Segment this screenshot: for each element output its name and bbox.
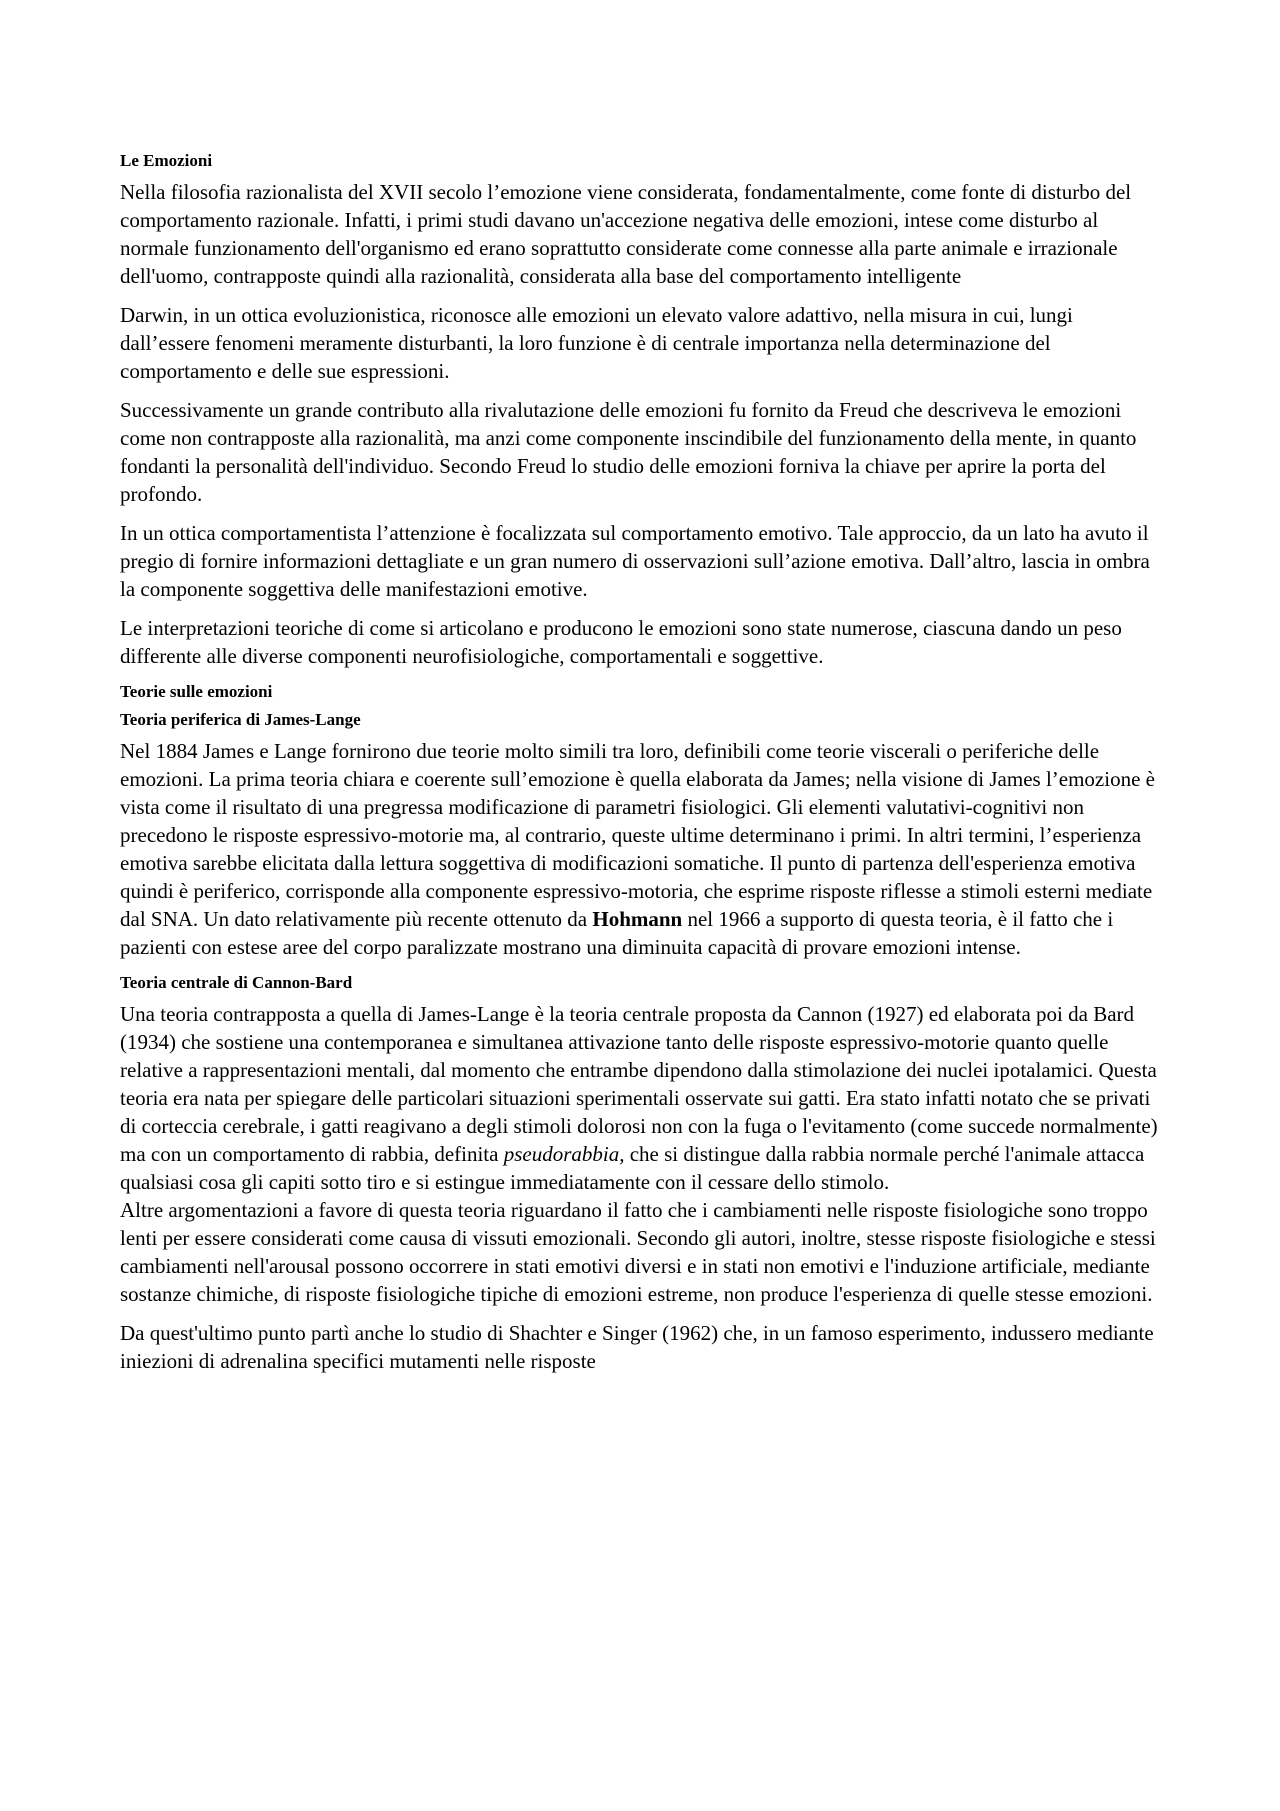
paragraph-cannon-bard-1 xyxy=(120,1000,1165,1196)
paragraph-james-lange xyxy=(120,737,1165,961)
intro-paragraph-5: Le interpretazioni teoriche di come si articolano e producono le emozioni sono state numerose, ciascuna dando un peso differente alle diverse componenti neurofisiologiche, comportamentali e soggettive. xyxy=(120,616,1122,668)
document-title: Le Emozioni xyxy=(120,151,213,170)
intro-paragraph-4: In un ottica comportamentista l’attenzione è focalizzata sul comportamento emotivo. Tale approccio, da un lato ha avuto il pregio di fornire informazioni dettagliate e un gran numero di osservazioni sull’azione emotiva. Dall’altro, lascia in ombra la componente soggettiva delle manifestazioni emotive. xyxy=(120,521,1150,601)
paragraph-cannon-bard-2: Altre argomentazioni a favore di questa teoria riguardano il fatto che i cambiamenti nelle risposte fisiologiche sono troppo lenti per essere considerati come causa di vissuti emozionali. Secondo gli autori, inoltre, stesse risposte fisiologiche e stessi cambiamenti nell'arousal possono occorrere in stati emotivi diversi e in stati non emotivi e l'induzione artificiale, mediante sostanze chimiche, di risposte fisiologiche tipiche di emozioni estreme, non produce l'esperienza di quelle stesse emozioni. xyxy=(120,1198,1156,1306)
james-lange-text-after: nel 1966 a supporto di questa teoria, è il fatto che i pazienti con estese aree del corpo paralizzate mostrano una diminuita capacità di provare emozioni intense. xyxy=(120,907,1114,959)
cannon-bard-text-after: che si distingue dalla rabbia normale perché l'animale attacca qualsiasi cosa gli capiti sotto tiro e si estingue immediatamente con il cessare dello stimolo. xyxy=(120,1142,1145,1194)
document-page xyxy=(120,150,1165,1386)
heading-james-lange: Teoria periferica di James-Lange xyxy=(120,710,361,729)
james-lange-text-before: Nel 1884 James e Lange fornirono due teorie molto simili tra loro, definibili come teorie viscerali o periferiche delle emozioni. La prima teoria chiara e coerente sull’emozione è quella elaborata da James; nella visione di James l’emozione è vista come il risultato di una pregressa modificazione di parametri fisiologici. Gli elementi valutativi-cognitivi non precedono le risposte espressivo-motorie ma, al contrario, queste ultime determinano i primi. In altri termini, l’esperienza emotiva sarebbe elicitata dalla lettura soggettiva di modificazioni somatiche. Il punto di partenza dell'esperienza emotiva quindi è periferico, corrisponde alla componente espressivo-motoria, che esprime risposte riflesse a stimoli esterni mediate dal SNA. Un dato relativamente più recente ottenuto da xyxy=(120,739,1155,931)
heading-cannon-bard: Teoria centrale di Cannon-Bard xyxy=(120,973,353,992)
pseudorabbia-term: pseudorabbia, xyxy=(503,1142,625,1166)
hohmann-name: Hohmann xyxy=(592,907,683,931)
intro-paragraph-1: Nella filosofia razionalista del XVII secolo l’emozione viene considerata, fondamentalmente, come fonte di disturbo del comportamento razionale. Infatti, i primi studi davano un'accezione negativa delle emozioni, intese come disturbo al normale funzionamento dell'organismo ed erano soprattutto considerate come connesse alla parte animale e irrazionale dell'uomo, contrapposte quindi alla razionalità, considerata alla base del comportamento intelligente xyxy=(120,180,1132,288)
intro-paragraph-2: Darwin, in un ottica evoluzionistica, riconosce alle emozioni un elevato valore adattivo, nella misura in cui, lungi dall’essere fenomeni meramente disturbanti, la loro funzione è di centrale importanza nella determinazione del comportamento e delle sue espressioni. xyxy=(120,303,1073,383)
intro-paragraph-3: Successivamente un grande contributo alla rivalutazione delle emozioni fu fornito da Freud che descriveva le emozioni come non contrapposte alla razionalità, ma anzi come componente inscindibile del funzionamento della mente, in quanto fondanti la personalità dell'individuo. Secondo Freud lo studio delle emozioni forniva la chiave per aprire la porta del profondo. xyxy=(120,398,1137,506)
section-heading-theories: Teorie sulle emozioni xyxy=(120,682,273,701)
cannon-bard-text-before: Una teoria contrapposta a quella di James-Lange è la teoria centrale proposta da Cannon (1927) ed elaborata poi da Bard (1934) che sostiene una contemporanea e simultanea attivazione tanto delle risposte espressivo-motorie quanto quelle relative a rappresentazioni mentali, dal momento che entrambe dipendono dalla stimolazione dei nuclei ipotalamici. Questa teoria era nata per spiegare delle particolari situazioni sperimentali osservate sui gatti. Era stato infatti notato che se privati di corteccia cerebrale, i gatti reagivano a degli stimoli dolorosi non con la fuga o l'evitamento (come succede normalmente) ma con un comportamento di rabbia, definita xyxy=(120,1002,1158,1166)
paragraph-cannon-bard-3: Da quest'ultimo punto partì anche lo studio di Shachter e Singer (1962) che, in un famoso esperimento, indussero mediante iniezioni di adrenalina specifici mutamenti nelle risposte xyxy=(120,1321,1154,1373)
